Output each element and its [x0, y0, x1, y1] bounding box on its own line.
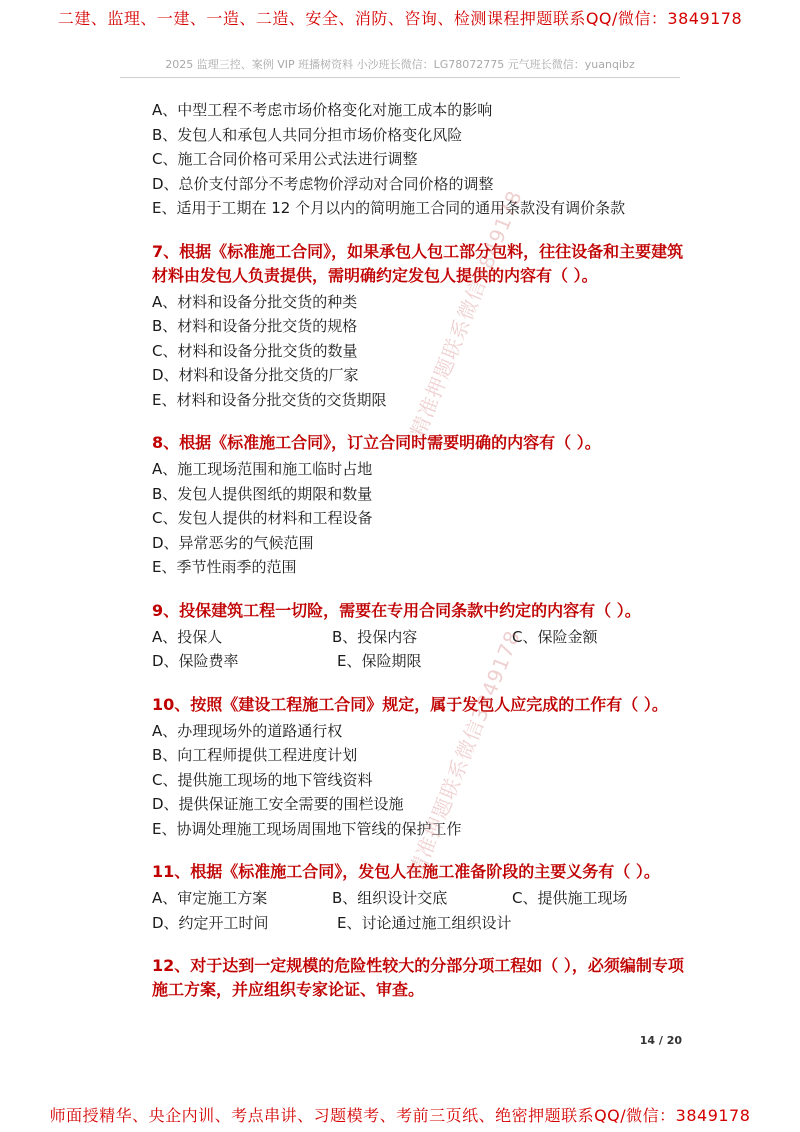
option-a: A、中型工程不考虑市场价格变化对施工成本的影响	[152, 101, 493, 119]
option-b: B、发包人提供图纸的期限和数量	[152, 484, 373, 503]
option-b: B、材料和设备分批交货的规格	[152, 317, 358, 335]
option-d: D、保险费率	[152, 652, 239, 670]
option-b: B、组织设计交底	[332, 889, 448, 907]
top-promo-banner: 二建、监理、一建、一造、二造、安全、消防、咨询、检测课程押题联系QQ/微信：3849178	[57, 9, 743, 28]
watermark: 精准押题联系微信3849178	[403, 626, 525, 881]
option-a: A、施工现场范围和施工临时占地	[152, 460, 373, 478]
question-9	[152, 599, 692, 674]
question-10-text: 10、按照《建设工程施工合同》规定，属于发包人应完成的工作有（ ）。	[152, 694, 668, 714]
question-12	[152, 954, 692, 1002]
bottom-promo-banner: 师面授精华、央企内训、考点串讲、习题模考、考前三页纸、绝密押题联系QQ/微信：3849178	[49, 1106, 751, 1125]
option-c: C、施工合同价格可采用公式法进行调整	[152, 150, 418, 168]
option-e: E、季节性雨季的范围	[152, 558, 297, 576]
option-e: E、保险期限	[337, 652, 422, 670]
question-9-text: 9、投保建筑工程一切险，需要在专用合同条款中约定的内容有（ ）。	[152, 600, 641, 620]
option-a: A、办理现场外的道路通行权	[152, 721, 343, 740]
option-d: D、提供保证施工安全需要的围栏设施	[152, 795, 404, 813]
question-8	[152, 431, 692, 580]
option-d: D、异常恶劣的气候范围	[152, 533, 314, 552]
option-d: D、材料和设备分批交货的厂家	[152, 366, 359, 384]
option-e: E、讨论通过施工组织设计	[337, 913, 512, 932]
option-b: B、投保内容	[332, 627, 418, 646]
option-a: A、投保人	[152, 627, 223, 646]
option-e: E、适用于工期在 12 个月以内的简明施工合同的通用条款没有调价条款	[152, 199, 626, 217]
option-a: A、审定施工方案	[152, 889, 268, 907]
option-a: A、材料和设备分批交货的种类	[152, 292, 358, 311]
question-12-text: 12、对于达到一定规模的危险性较大的分部分项工程如（ ），必须编制专项施工方案，并应组织专家论证、审查。	[152, 956, 684, 999]
option-row-1	[152, 625, 692, 650]
question-11-text: 11、根据《标准施工合同》，发包人在施工准备阶段的主要义务有（ ）。	[152, 862, 660, 881]
option-c: C、发包人提供的材料和工程设备	[152, 509, 373, 527]
option-row-2	[152, 649, 692, 674]
option-c: C、提供施工现场	[512, 889, 628, 907]
question-8-text: 8、根据《标准施工合同》，订立合同时需要明确的内容有（ ）。	[152, 433, 601, 452]
option-b: B、向工程师提供工程进度计划	[152, 746, 358, 764]
question-7-text: 7、根据《标准施工合同》，如果承包人包工部分包料，往往设备和主要建筑材料由发包人负责提供，需明确约定发包人提供的内容有（ ）。	[152, 241, 684, 285]
option-c: C、提供施工现场的地下管线资料	[152, 770, 373, 789]
option-e: E、协调处理施工现场周围地下管线的保护工作	[152, 819, 462, 838]
option-c: C、材料和设备分批交货的数量	[152, 341, 358, 360]
option-e: E、材料和设备分批交货的交货期限	[152, 390, 387, 409]
page-header: 2025 监理三控、案例 VIP 班播树资料 小沙班长微信：LG78072775 元气班长微信：yuanqibz	[120, 56, 680, 78]
option-d: D、约定开工时间	[152, 913, 269, 932]
watermark: 精准押题联系微信3849178	[405, 186, 527, 441]
option-d: D、总价支付部分不考虑物价浮动对合同价格的调整	[152, 174, 494, 193]
option-b: B、发包人和承包人共同分担市场价格变化风险	[152, 125, 463, 144]
option-c: C、保险金额	[512, 627, 598, 646]
option-row-1	[152, 886, 692, 911]
page-number: 14 / 20	[639, 1034, 682, 1047]
option-row-2	[152, 911, 692, 936]
previous-question-options	[152, 98, 692, 221]
